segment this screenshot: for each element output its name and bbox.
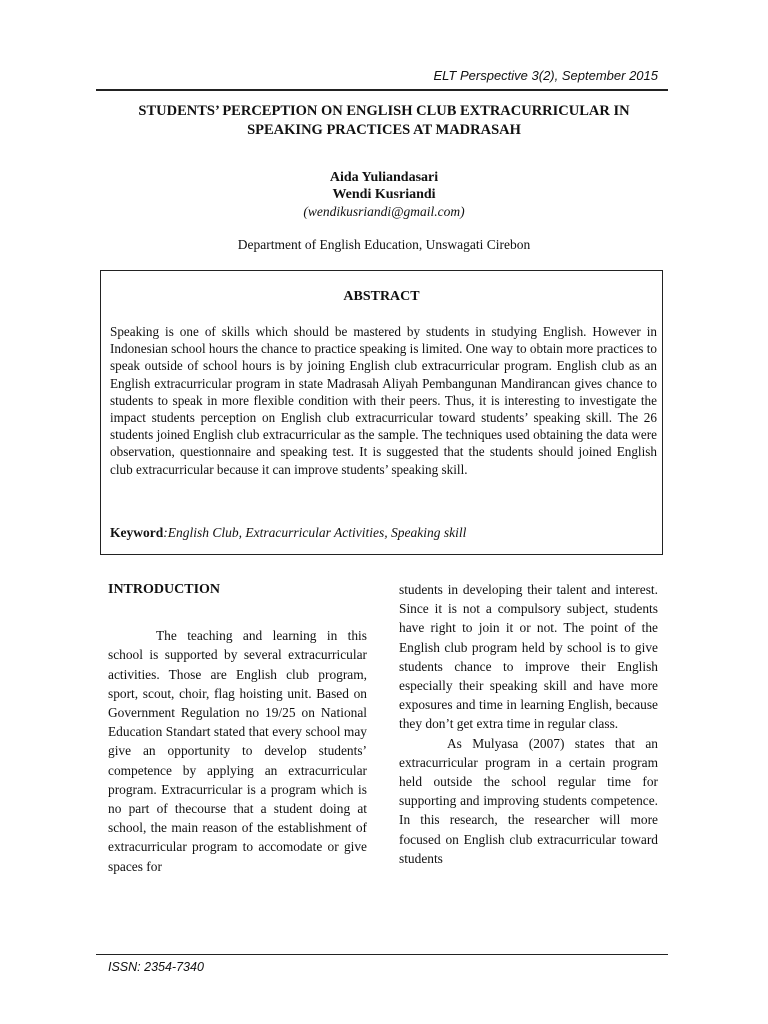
issn-footer: ISSN: 2354-7340	[108, 960, 204, 974]
article-title	[100, 102, 668, 140]
abstract-text: Speaking is one of skills which should be mastered by students in studying English. However in Indonesian school hours the chance to practice speaking is limited. One way to obtain more practices to speak outside of school hours is by joining English club extracurricular program. English club as an English extracurricular program in state Madrasah Aliyah Pembangunan Mandirancan gives chance to students to speak in more flexible condition with their peers. Thus, it is interesting to investigate the impact students perception on English club extracurricular toward students’ speaking skill. The 26 students joined English club extracurricular as the sample. The techniques used obtaining the data were observation, questionnaire and speaking test. It is suggested that the students should joined English club extracurricular because it can improve students’ speaking skill.	[110, 324, 657, 477]
abstract-heading: ABSTRACT	[343, 289, 420, 304]
title-line-1: STUDENTS’ PERCEPTION ON ENGLISH CLUB EXTRACURRICULAR IN	[138, 103, 630, 119]
author-2: Wendi Kusriandi	[332, 187, 436, 202]
header-rule	[96, 89, 668, 91]
abstract-box	[100, 270, 663, 555]
journal-header: ELT Perspective 3(2), September 2015	[433, 68, 658, 83]
left-column	[108, 580, 367, 876]
intro-paragraph-3: As Mulyasa (2007) states that an extracurricular program in a certain program held outside the school regular time for supporting and improving students competence. In this research, the researcher will more focused on English club extracurricular toward students	[399, 735, 658, 866]
intro-paragraph-1: The teaching and learning in this school is supported by several extracurricular activities. Those are English club program, sport, scout, choir, flag hoisting unit. Based on Government Regulation no 19/25 on National Education Standart stated that every school may give an opportunity to develop students’ competence by applying an extracurricular program. Extracurricular is a program which is no part of thecourse that a student doing at school, the main reason of the establishment of extracurricular program to accomodate or give spaces for	[108, 628, 367, 874]
department: Department of English Education, Unswagati Cirebon	[237, 237, 531, 252]
author-1: Aida Yuliandasari	[329, 170, 439, 185]
title-line-2: SPEAKING PRACTICES AT MADRASAH	[247, 122, 521, 138]
keyword-label: Keyword	[110, 525, 164, 540]
right-column	[399, 580, 658, 868]
author-email: (wendikusriandi@gmail.com)	[303, 204, 465, 219]
keywords	[110, 525, 466, 541]
intro-paragraph-2: students in developing their talent and interest. Since it is not a compulsory subject, students have right to join it or not. The point of the English club program held by school is to give students chance to improve their English especially their speaking skill and have more exposures and time in learning English, because they don’t get extra time in regular class.	[399, 582, 658, 732]
keyword-list: :English Club, Extracurricular Activities, Speaking skill	[163, 525, 467, 540]
introduction-heading: INTRODUCTION	[108, 582, 221, 597]
footer-rule	[96, 954, 668, 955]
